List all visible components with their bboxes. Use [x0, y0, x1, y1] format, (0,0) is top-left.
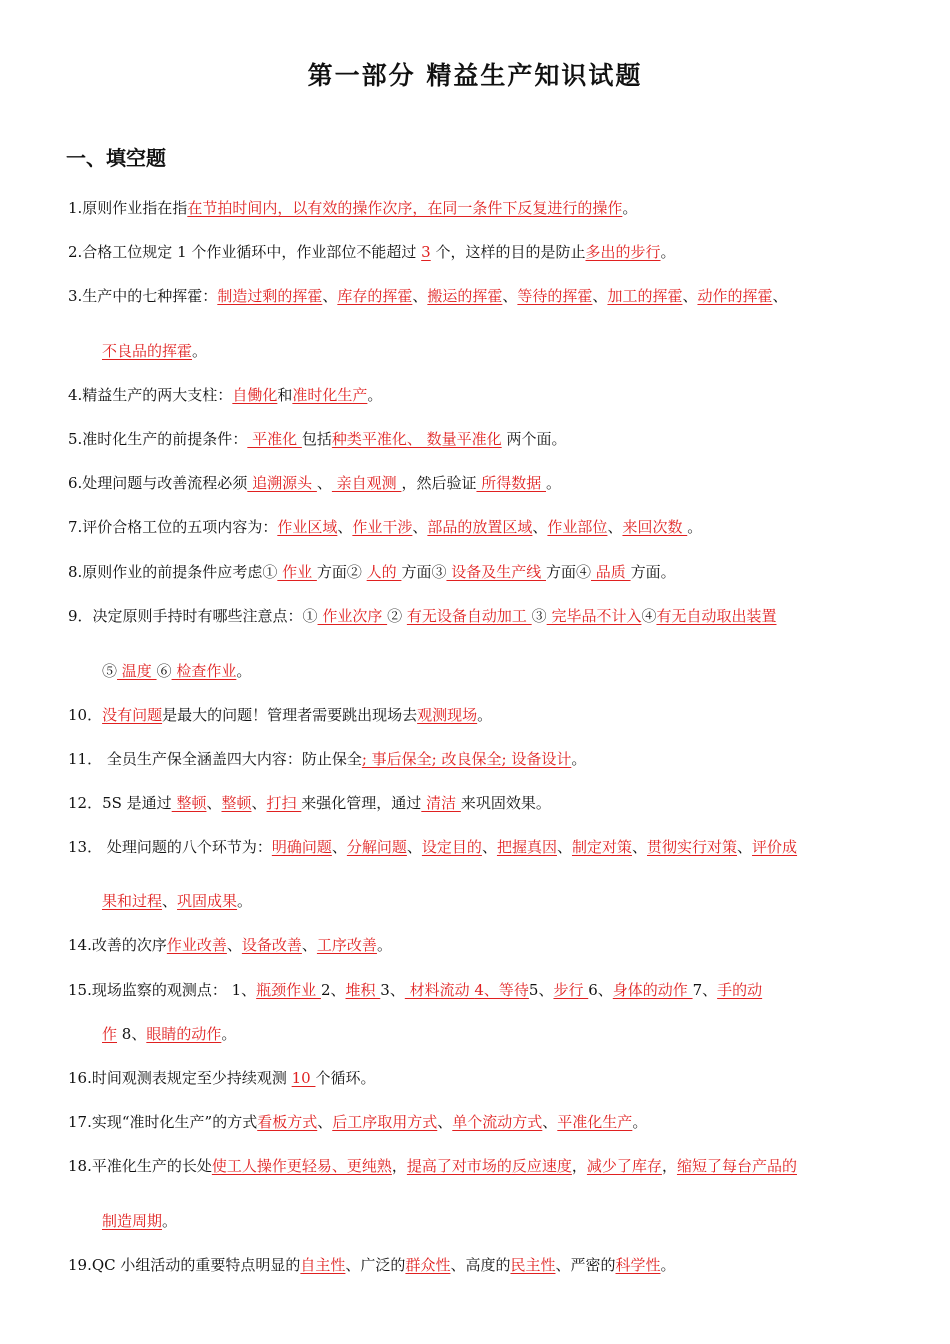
question-text: 。	[162, 1212, 178, 1230]
answer-text: 作业次序	[317, 607, 388, 625]
question-text: 。	[376, 936, 392, 954]
question-text: 、	[162, 892, 178, 910]
answer-text: 评价成	[752, 838, 798, 856]
question-line	[68, 285, 788, 306]
question-text: 。	[546, 474, 562, 492]
answer-text: 10	[291, 1069, 316, 1087]
answer-text: 步行	[553, 981, 589, 999]
answer-text: 手的动	[717, 981, 763, 999]
question-text: 、	[532, 518, 548, 536]
question-line	[68, 836, 797, 857]
question-text: 方面②	[316, 563, 367, 581]
answer-text: 作业	[277, 563, 317, 581]
answer-text: 瓶颈作业	[256, 981, 321, 999]
answer-text: 民主性	[510, 1256, 556, 1274]
question-text: ，	[391, 1157, 407, 1175]
question-text: ⑥	[156, 662, 172, 680]
question-line	[68, 197, 637, 218]
question-line	[68, 472, 561, 493]
answer-text: 制造过剩的挥霍	[217, 287, 323, 305]
question-text: 16.时间观测表规定至少持续观测	[68, 1069, 292, 1087]
question-text: 。	[221, 1025, 237, 1043]
answer-text: 设定目的	[421, 838, 482, 856]
question-text: 。	[367, 386, 383, 404]
question-text: 13． 处理问题的八个环节为：	[68, 838, 272, 856]
question-text: 17.实现“准时化生产”的方式	[68, 1113, 258, 1131]
question-text: 、	[556, 838, 572, 856]
answer-text: 作	[102, 1025, 118, 1043]
question-text: 包括	[301, 430, 332, 448]
answer-text: 平准化	[247, 430, 302, 448]
answer-text: 动作的挥霍	[697, 287, 773, 305]
question-text: 7、	[692, 981, 718, 999]
question-line	[68, 979, 762, 1000]
answer-text: 打扫	[266, 794, 302, 812]
question-text: 。	[571, 750, 587, 768]
answer-text: 身体的动作	[612, 981, 693, 999]
question-text: 、	[737, 838, 753, 856]
answer-text: 追溯源头	[247, 474, 317, 492]
question-line-continued	[102, 890, 252, 911]
answer-text: 作业区域	[277, 518, 338, 536]
question-text: 2、	[320, 981, 346, 999]
question-text: 1.原则作业指在指	[68, 199, 188, 217]
answer-text: 作业干涉	[352, 518, 413, 536]
question-text: 是最大的问题！管理者需要跳出现场去	[162, 706, 418, 724]
question-text: 、	[772, 287, 788, 305]
answer-text: 完毕品不计入	[546, 607, 642, 625]
answer-text: 平准化生产	[557, 1113, 633, 1131]
question-text: 、	[301, 936, 317, 954]
question-text: 、	[592, 287, 608, 305]
question-text: 15.现场监察的观测点： 1、	[68, 981, 257, 999]
question-line	[68, 1254, 676, 1275]
question-line	[68, 428, 566, 449]
question-text: 来巩固效果。	[460, 794, 551, 812]
question-text: 、	[502, 287, 518, 305]
question-text: 个循环。	[315, 1069, 376, 1087]
answer-text: 所得数据	[476, 474, 546, 492]
answer-text: 明确问题	[271, 838, 332, 856]
answer-text: 制定对策	[571, 838, 632, 856]
question-line	[68, 241, 676, 262]
question-text: 、高度的	[450, 1256, 511, 1274]
question-text: ③	[531, 607, 547, 625]
question-text: 、	[206, 794, 222, 812]
question-text: 来强化管理，通过	[301, 794, 422, 812]
answer-text: 不良品的挥霍	[102, 342, 193, 360]
question-line	[68, 1067, 376, 1088]
question-text: 6.处理问题与改善流程必须	[68, 474, 248, 492]
answer-text: 作业部位	[547, 518, 608, 536]
answer-text: 整顿	[221, 794, 252, 812]
answer-text: 自働化	[232, 386, 278, 404]
question-text: ，	[661, 1157, 677, 1175]
question-text: 4.精益生产的两大支柱：	[68, 386, 233, 404]
answer-text: 看板方式	[257, 1113, 318, 1131]
question-text: 10．	[68, 706, 103, 724]
question-text: 14.改善的次序	[68, 936, 167, 954]
question-text: 。	[236, 662, 252, 680]
answer-text: 作业改善	[166, 936, 227, 954]
answer-text: 3	[421, 243, 431, 261]
question-text: 、	[437, 1113, 453, 1131]
question-line-continued	[102, 1023, 236, 1044]
question-line-continued	[102, 340, 207, 361]
answer-text: 科学性	[615, 1256, 661, 1274]
question-line	[68, 561, 676, 582]
question-text: 、严密的	[555, 1256, 616, 1274]
question-text: 8.原则作业的前提条件应考虑①	[68, 563, 278, 581]
answer-text: 提高了对市场的反应速度	[406, 1157, 572, 1175]
question-text: 。	[660, 1256, 676, 1274]
answer-text: 设备改善	[241, 936, 302, 954]
answer-text: 有无设备自动加工	[406, 607, 532, 625]
answer-text: 果和过程	[102, 892, 163, 910]
question-text: 18.平准化生产的长处	[68, 1157, 212, 1175]
question-text: 、	[481, 838, 497, 856]
question-text: 、	[412, 518, 428, 536]
answer-text: 使工人操作更轻易、更纯熟	[211, 1157, 392, 1175]
answer-text: 自主性	[300, 1256, 346, 1274]
question-text: 、	[251, 794, 267, 812]
answer-text: 把握真因	[496, 838, 557, 856]
question-text: 两个面。	[501, 430, 567, 448]
answer-text: 整顿	[171, 794, 207, 812]
answer-text: 后工序取用方式	[332, 1113, 438, 1131]
question-text: 、	[406, 838, 422, 856]
question-text: 。	[477, 706, 493, 724]
answer-text: 在节拍时间内，以有效的操作次序，在同一条件下反复进行的操作	[187, 199, 623, 217]
question-text: 、	[337, 518, 353, 536]
question-text: 12．5S 是通过	[68, 794, 172, 812]
question-text: ，然后验证	[401, 474, 477, 492]
question-text: 方面④	[546, 563, 592, 581]
question-text: 方面。	[630, 563, 676, 581]
question-text: 个，这样的目的是防止	[430, 243, 586, 261]
answer-text: 4、等待	[474, 981, 529, 999]
answer-text: 来回次数	[622, 518, 688, 536]
question-line-continued	[102, 660, 251, 681]
answer-text: 亲自观测	[331, 474, 402, 492]
answer-text: 搬运的挥霍	[427, 287, 503, 305]
answer-text: 设备及生产线	[446, 563, 546, 581]
question-line	[68, 1155, 797, 1176]
answer-text: 观测现场	[417, 706, 478, 724]
answer-text: 部品的放置区域	[427, 518, 533, 536]
answer-text: 堆积	[345, 981, 381, 999]
answer-text: 眼睛的动作	[146, 1025, 222, 1043]
answer-text: 等待的挥霍	[517, 287, 593, 305]
question-text: 8、	[117, 1025, 147, 1043]
question-text: 。	[622, 199, 638, 217]
answer-text: 品质	[591, 563, 631, 581]
question-text: 、	[412, 287, 428, 305]
question-text: 方面③	[401, 563, 447, 581]
question-text: 、	[632, 838, 648, 856]
question-text: 、	[317, 1113, 333, 1131]
question-line	[68, 934, 392, 955]
question-line	[68, 516, 702, 537]
question-text: 7.评价合格工位的五项内容为：	[68, 518, 278, 536]
answer-text: 工序改善	[316, 936, 377, 954]
question-text: 、	[316, 474, 332, 492]
section-heading: 一、填空题	[66, 146, 166, 170]
answer-text: 材料流动	[404, 981, 475, 999]
question-line	[68, 792, 551, 813]
question-text: ⑤	[102, 662, 118, 680]
question-text: 。	[660, 243, 676, 261]
question-text: 。	[632, 1113, 648, 1131]
answer-text: 分解问题	[346, 838, 407, 856]
question-text: 。	[237, 892, 253, 910]
answer-text: 加工的挥霍	[607, 287, 683, 305]
question-text: ，	[571, 1157, 587, 1175]
answer-text: 温度	[117, 662, 157, 680]
question-text: 。	[192, 342, 208, 360]
question-text: 19.QC 小组活动的重要特点明显的	[68, 1256, 301, 1274]
answer-text: 贯彻实行对策	[647, 838, 738, 856]
question-line	[68, 605, 776, 626]
answer-text: 有无自动取出装置	[656, 607, 777, 625]
answer-text: 检查作业	[171, 662, 237, 680]
question-text: 2.合格工位规定 1 个作业循环中，作业部位不能超过	[68, 243, 422, 261]
question-text: 9．决定原则手持时有哪些注意点：①	[68, 607, 318, 625]
answer-text: 减少了库存	[586, 1157, 662, 1175]
question-text: 、广泛的	[345, 1256, 406, 1274]
question-text: 5.准时化生产的前提条件：	[68, 430, 248, 448]
question-text: 、	[331, 838, 347, 856]
page-title: 第一部分 精益生产知识试题	[307, 61, 643, 90]
answer-text: 巩固成果	[177, 892, 238, 910]
question-text: 11． 全员生产保全涵盖四大内容：防止保全	[68, 750, 362, 768]
question-text: 、	[682, 287, 698, 305]
question-text: 。	[687, 518, 703, 536]
question-text: 5、	[528, 981, 554, 999]
answer-text: 多出的步行	[585, 243, 661, 261]
answer-text: 准时化生产	[292, 386, 368, 404]
answer-text: 种类平准化、 数量平准化	[331, 430, 502, 448]
answer-text: 群众性	[405, 1256, 451, 1274]
question-line	[68, 704, 492, 725]
answer-text: 人的	[366, 563, 402, 581]
answer-text: ; 事后保全; 改良保全; 设备设计	[361, 750, 572, 768]
answer-text: 制造周期	[102, 1212, 163, 1230]
question-text: ②	[387, 607, 407, 625]
question-line	[68, 748, 586, 769]
question-text: 、	[322, 287, 338, 305]
answer-text: 单个流动方式	[452, 1113, 543, 1131]
question-text: 6、	[588, 981, 613, 999]
question-text: 、	[607, 518, 623, 536]
question-text: 3、	[380, 981, 405, 999]
answer-text: 库存的挥霍	[337, 287, 413, 305]
question-line	[68, 384, 382, 405]
question-line-continued	[102, 1210, 177, 1231]
question-text: 、	[226, 936, 242, 954]
question-line	[68, 1111, 647, 1132]
answer-text: 没有问题	[102, 706, 163, 724]
answer-text: 缩短了每台产品的	[676, 1157, 797, 1175]
question-text: ④	[641, 607, 657, 625]
question-text: 、	[542, 1113, 558, 1131]
question-text: 和	[277, 386, 293, 404]
question-text: 3.生产中的七种挥霍：	[68, 287, 218, 305]
answer-text: 清洁	[421, 794, 461, 812]
